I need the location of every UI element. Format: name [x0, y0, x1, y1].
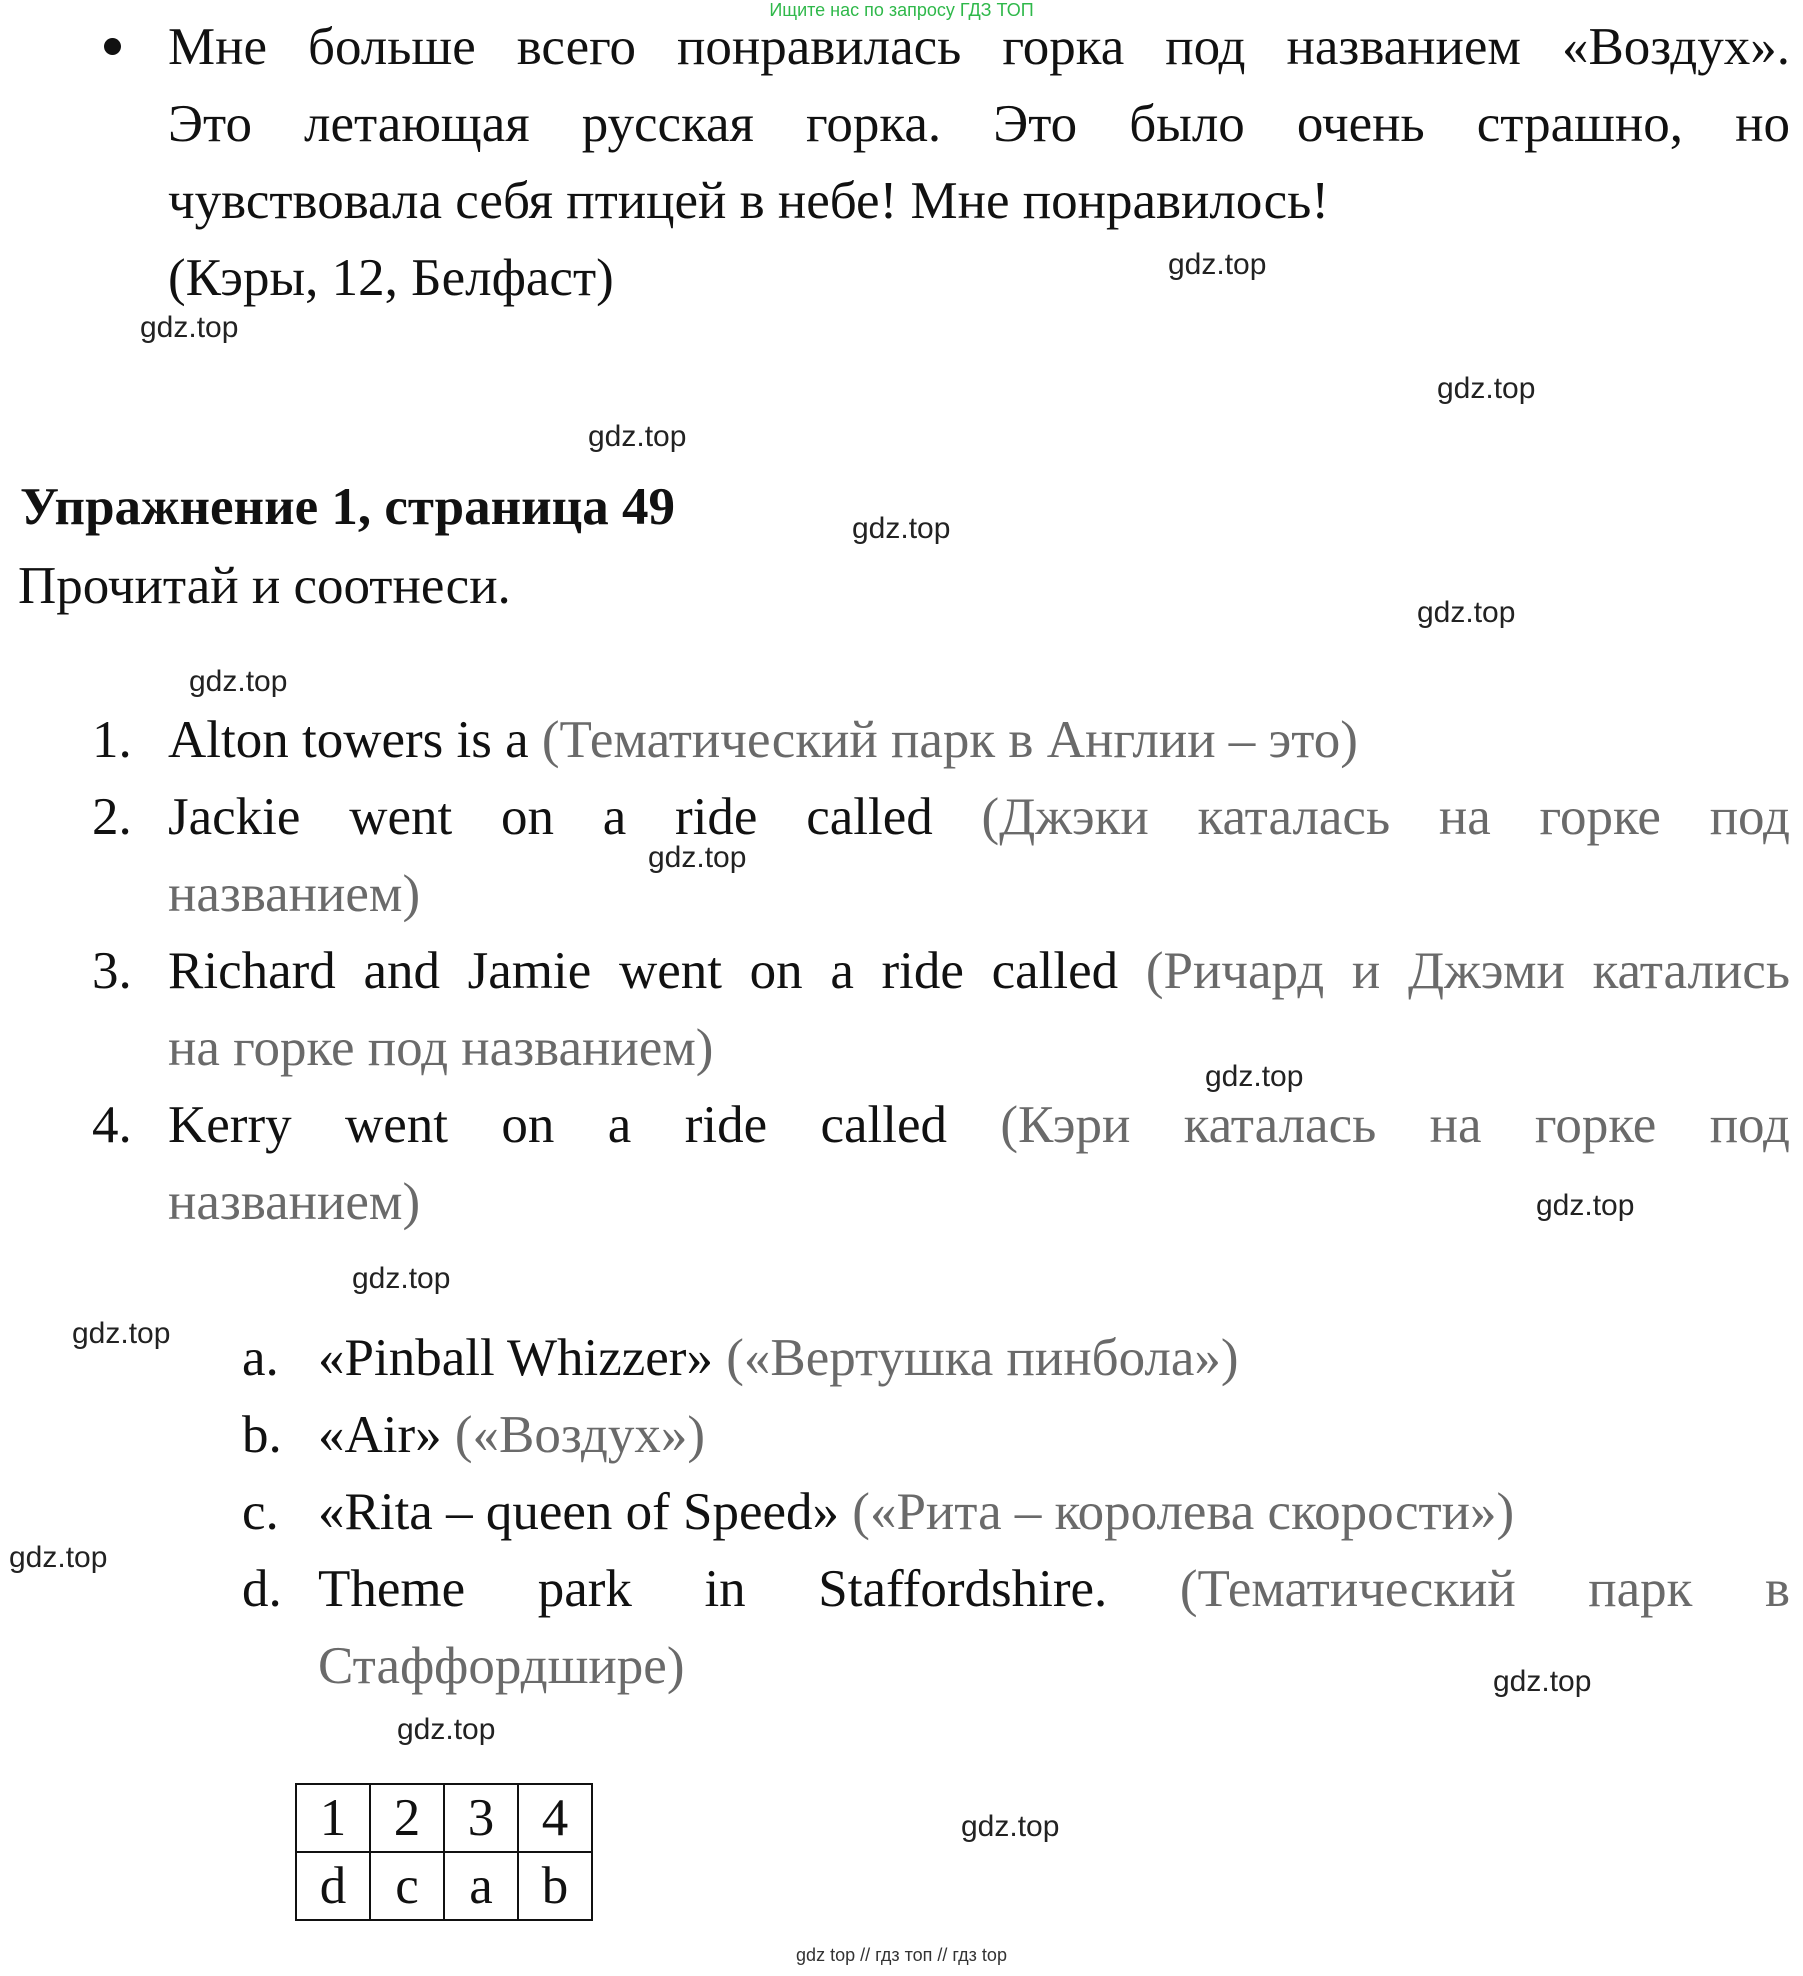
item-translation-cont: на горке под названием) [168, 1019, 714, 1077]
option-letter: d. [242, 1560, 282, 1618]
watermark: gdz.top [1205, 1060, 1304, 1093]
watermark: gdz.top [189, 665, 288, 698]
watermark: gdz.top [1536, 1189, 1635, 1222]
exercise-instruction: Прочитай и соотнеси. [18, 557, 511, 615]
option-translation: (Тематический парк в [1179, 1560, 1791, 1618]
watermark: gdz.top [1417, 596, 1516, 629]
watermark: gdz.top [1168, 248, 1267, 281]
option-english: «Air» [318, 1406, 442, 1464]
item-english: Kerry went on a ride called [168, 1096, 948, 1154]
option-b [318, 1397, 705, 1474]
item-translation: (Тематический парк в Англии – это) [541, 711, 1358, 769]
option-english: Theme park in Staffordshire. [318, 1560, 1108, 1618]
item-2-line-1 [168, 779, 1790, 856]
item-1-line-1 [168, 702, 1790, 779]
answer-letter-cell: b [518, 1852, 592, 1920]
option-letter: a. [242, 1329, 279, 1387]
quote-line-3: чувствовала себя птицей в небе! Мне понравилось! [168, 172, 1329, 230]
quote-author: (Кэры, 12, Белфаст) [168, 249, 614, 307]
bullet-dot [104, 38, 121, 55]
option-translation: («Рита – королева скорости») [852, 1483, 1515, 1541]
watermark: gdz.top [352, 1262, 451, 1295]
item-english: Richard and Jamie went on a ride called [168, 942, 1119, 1000]
item-number: 2. [92, 788, 132, 846]
option-translation-cont: Стаффордшире) [318, 1637, 685, 1695]
watermark: gdz.top [9, 1541, 108, 1574]
item-translation-cont: названием) [168, 865, 421, 923]
watermark: gdz.top [588, 420, 687, 453]
answer-table [295, 1783, 593, 1921]
option-d [318, 1551, 1790, 1628]
item-4-line-1 [168, 1087, 1790, 1164]
watermark: gdz.top [397, 1713, 496, 1746]
watermark: gdz.top [852, 512, 951, 545]
answer-letter-cell: d [296, 1852, 370, 1920]
option-letter: c. [242, 1483, 279, 1541]
option-english: «Rita – queen of Speed» [318, 1483, 840, 1541]
answer-letters-row [296, 1852, 592, 1920]
option-c [318, 1474, 1514, 1551]
watermark: gdz.top [72, 1317, 171, 1350]
item-translation: (Ричард и Джэми катались [1145, 942, 1790, 1000]
item-translation-cont: названием) [168, 1173, 421, 1231]
option-english: «Pinball Whizzer» [318, 1329, 713, 1387]
watermark: gdz.top [961, 1810, 1060, 1843]
watermark: gdz.top [1493, 1665, 1592, 1698]
item-english: Jackie went on a ride called [168, 788, 933, 846]
watermark: gdz.top [648, 841, 747, 874]
item-number: 4. [92, 1096, 132, 1154]
item-number: 1. [92, 711, 132, 769]
answer-letter-cell: a [444, 1852, 518, 1920]
item-english: Alton towers is a [168, 711, 529, 769]
item-translation: (Джэки каталась на горке под [981, 788, 1790, 846]
item-translation: (Кэри каталась на горке под [1000, 1096, 1790, 1154]
quote-line-1: Мне больше всего понравилась горка под названием «Воздух». [168, 18, 1790, 76]
item-3-line-1 [168, 933, 1790, 1010]
answer-numbers-row [296, 1784, 592, 1852]
option-translation: («Воздух») [454, 1406, 705, 1464]
answer-number-cell: 4 [518, 1784, 592, 1852]
exercise-title: Упражнение 1, страница 49 [20, 478, 675, 536]
option-translation: («Вертушка пинбола») [726, 1329, 1239, 1387]
answer-letter-cell: c [370, 1852, 444, 1920]
watermark: gdz.top [140, 311, 239, 344]
answer-number-cell: 3 [444, 1784, 518, 1852]
watermark: gdz.top [1437, 372, 1536, 405]
quote-line-2: Это летающая русская горка. Это было очень страшно, но [168, 95, 1790, 153]
answer-number-cell: 2 [370, 1784, 444, 1852]
option-a [318, 1320, 1239, 1397]
item-number: 3. [92, 942, 132, 1000]
option-letter: b. [242, 1406, 282, 1464]
top-banner: Ищите нас по запросу ГДЗ ТОП [769, 0, 1034, 20]
footer: gdz top // гдз топ // гдз top [796, 1945, 1007, 1965]
answer-number-cell: 1 [296, 1784, 370, 1852]
